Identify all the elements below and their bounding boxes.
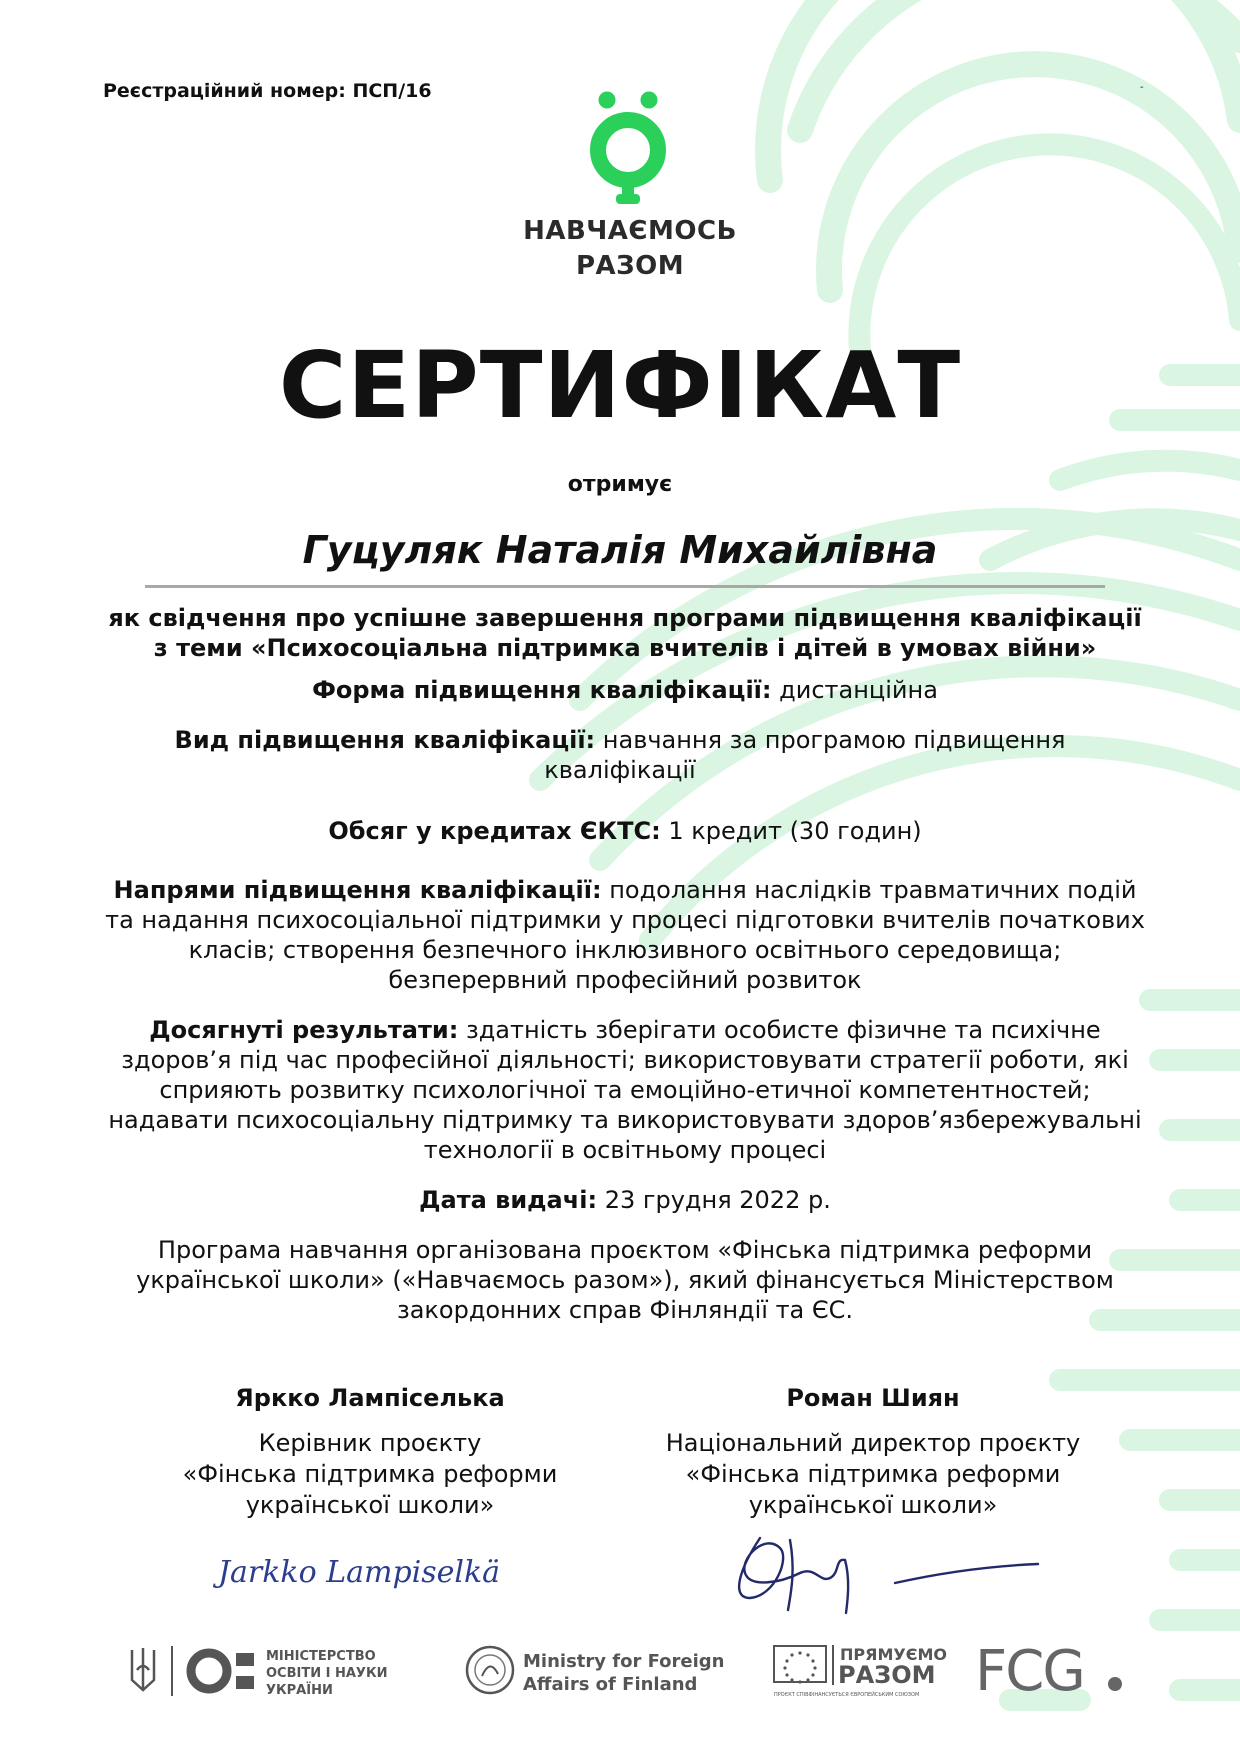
directions-label: Напрями підвищення кваліфікації: xyxy=(113,876,602,904)
eu-logo xyxy=(772,1640,947,1700)
directions-line3: класів; створення безпечного інклюзивного освітнього середовища; xyxy=(188,936,1062,964)
program-note-line1: Програма навчання організована проєктом «Фінська підтримка реформи xyxy=(157,1236,1093,1264)
signatory-left-name: Яркко Лампіселька xyxy=(235,1384,505,1412)
kind-value-line2: кваліфікації xyxy=(544,756,696,784)
results-line4: надавати психосоціальну підтримку та використовувати здоров’язбережувальні xyxy=(108,1106,1142,1134)
name-underline xyxy=(145,585,1105,588)
credits-label: Обсяг у кредитах ЄКТС: xyxy=(328,817,661,845)
eu-line2: РАЗОМ xyxy=(838,1661,936,1689)
mfa-line2: Affairs of Finland xyxy=(523,1674,698,1695)
signatory-right-role-line1: Національний директор проєкту xyxy=(665,1429,1081,1457)
issue-date-row xyxy=(80,1185,1170,1215)
credits-row xyxy=(80,816,1170,846)
kind-value-line1: навчання за програмою підвищення xyxy=(602,726,1066,754)
purpose-statement xyxy=(80,603,1170,663)
fcg-logo xyxy=(975,1639,1125,1704)
issue-date-label: Дата видачі: xyxy=(419,1186,598,1214)
directions-row xyxy=(80,875,1170,995)
recipient-name: Гуцуляк Наталія Михайлівна xyxy=(302,528,938,572)
program-note xyxy=(80,1235,1170,1325)
results-line1: здатність зберігати особисте фізичне та психічне xyxy=(465,1016,1101,1044)
signatory-left-role-line1: Керівник проєкту xyxy=(258,1429,482,1457)
mon-o-icon xyxy=(191,1653,227,1689)
signatory-left-role-line3: української школи» xyxy=(245,1491,495,1519)
program-note-line2: української школи» («Навчаємось разом»), який фінансується Міністерством xyxy=(136,1266,1114,1294)
signatory-left xyxy=(120,1383,620,1521)
signatory-right-role-line3: української школи» xyxy=(748,1491,998,1519)
lion-crest-icon xyxy=(467,1647,513,1693)
directions-line1: подолання наслідків травматичних подій xyxy=(609,876,1137,904)
certificate-title: СЕРТИФІКАТ xyxy=(278,332,962,439)
directions-line4: безперервний професійний розвиток xyxy=(388,966,862,994)
fcg-text: FCG xyxy=(975,1639,1084,1704)
results-line5: технології в освітньому процесі xyxy=(423,1136,827,1164)
receives-label: отримує xyxy=(567,472,673,497)
results-row xyxy=(80,1015,1170,1165)
mfa-line1: Ministry for Foreign xyxy=(523,1651,725,1672)
issue-date-value: 23 грудня 2022 р. xyxy=(604,1186,831,1214)
signatory-left-role-line2: «Фінська підтримка реформи xyxy=(182,1460,558,1488)
results-line2: здоров’я під час професійної діяльності; використовувати стратегії роботи, які xyxy=(121,1046,1129,1074)
mon-line1: МІНІСТЕРСТВО xyxy=(266,1649,376,1664)
logo-line2: РАЗОМ xyxy=(575,251,685,281)
corner-mark: - xyxy=(1140,82,1144,93)
kind-label: Вид підвищення кваліфікації: xyxy=(174,726,596,754)
logo-line1: НАВЧАЄМОСЬ xyxy=(523,216,737,246)
directions-line2: та надання психосоціальної підтримки у процесі підготовки вчителів початкових xyxy=(105,906,1145,934)
eu-line1: ПРЯМУЄМО xyxy=(840,1645,947,1664)
signature-left-text: Jarkko Lampiselkä xyxy=(218,1555,501,1590)
eu-note: ПРОЄКТ СПІВФІНАНСУЄТЬСЯ ЄВРОПЕЙСЬКИМ СОЮЗОМ xyxy=(774,1692,920,1698)
registration-number: Реєстраційний номер: ПСП/16 xyxy=(103,80,432,102)
results-label: Досягнуті результати: xyxy=(149,1016,459,1044)
purpose-line1: як свідчення про успішне завершення програми підвищення кваліфікації xyxy=(108,604,1142,632)
ministry-education-logo xyxy=(128,1640,428,1700)
purpose-line2: з теми «Психосоціальна підтримка вчителів і дітей в умовах війни» xyxy=(153,634,1097,662)
form-value: дистанційна xyxy=(779,676,938,704)
program-note-line3: закордонних справ Фінляндії та ЄС. xyxy=(396,1296,854,1324)
results-line3: сприяють розвитку психологічної та емоційно-етичної компетентностей; xyxy=(159,1076,1091,1104)
mon-line3: УКРАЇНИ xyxy=(266,1683,333,1698)
logo-icon xyxy=(585,90,671,212)
mon-line2: ОСВІТИ І НАУКИ xyxy=(266,1666,388,1681)
fcg-dot-icon xyxy=(1108,1677,1122,1691)
signature-right xyxy=(720,1528,1050,1618)
kind-row xyxy=(150,725,1090,785)
signatory-right xyxy=(623,1383,1123,1521)
mfa-finland-logo xyxy=(465,1640,725,1700)
form-row xyxy=(80,675,1170,705)
trident-icon xyxy=(132,1648,154,1690)
credits-value: 1 кредит (30 годин) xyxy=(668,817,922,845)
logo-wordmark xyxy=(420,214,840,284)
signature-left xyxy=(210,1540,510,1600)
signatory-right-role-line2: «Фінська підтримка реформи xyxy=(685,1460,1061,1488)
signatory-right-name: Роман Шиян xyxy=(786,1384,960,1412)
form-label: Форма підвищення кваліфікації: xyxy=(312,676,772,704)
